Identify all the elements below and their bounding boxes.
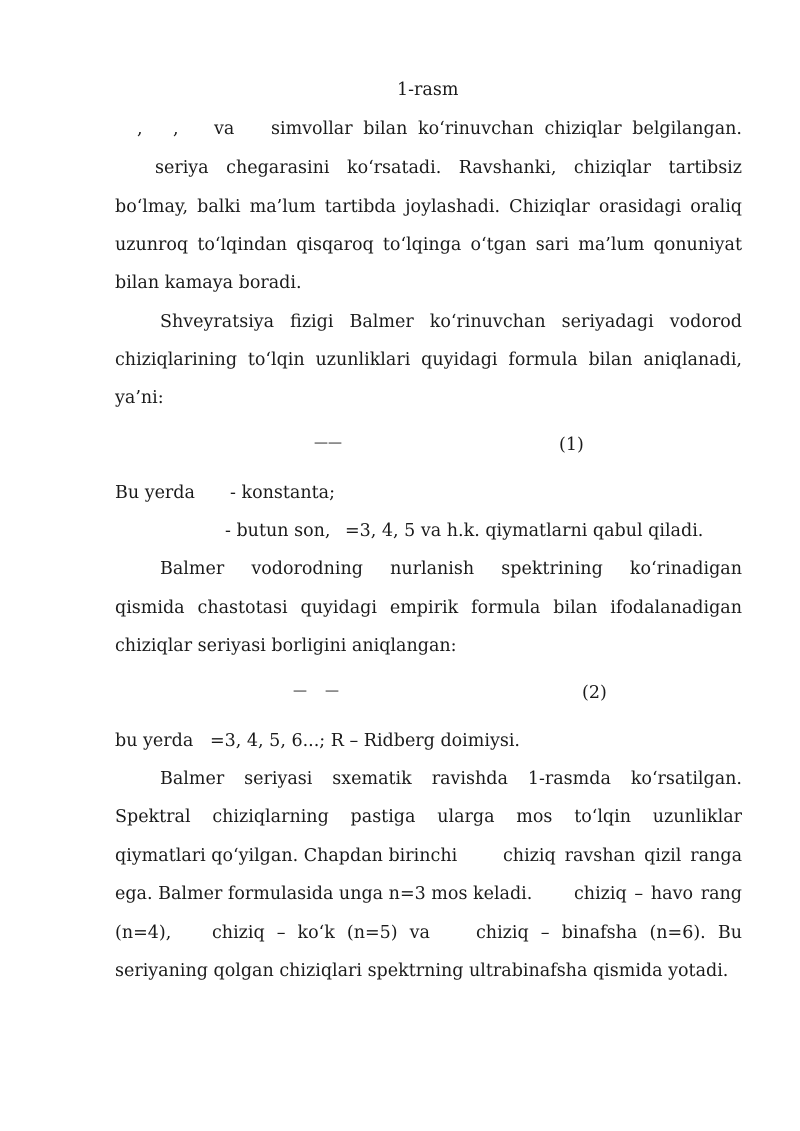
symbol-list-comma-2: , — [173, 119, 179, 139]
equation-2-bar-2: — — [325, 683, 339, 699]
equation-2-number: (2) — [582, 683, 607, 703]
paragraph-4-line-4a: ega. Balmer formulasida unga n=3 mos keladi. — [115, 884, 533, 904]
paragraph-4-line-1: Balmer seriyasi sxematik ravishda 1-rasmda ko‘rsatilgan. — [160, 769, 742, 789]
paragraph-3-line-1: Balmer vodorodning nurlanish spektrining ko‘rinadigan — [160, 559, 742, 579]
paragraph-4-line-2: Spektral chiziqlarning pastiga ularga mos to‘lqin uzunliklar — [115, 807, 742, 827]
definition-3-text: =3, 4, 5, 6...; R – Ridberg doimiysi. — [210, 731, 520, 751]
figure-caption: 1-rasm — [397, 80, 459, 100]
symbol-list-comma-1: , — [137, 119, 143, 139]
equation-1-fraction-bar: —— — [314, 435, 342, 451]
paragraph-3-line-2: qismida chastotasi quyidagi empirik formula bilan ifodalanadigan — [115, 598, 742, 618]
definition-2-values: =3, 4, 5 va h.k. qiymatlarni qabul qiladi. — [345, 521, 704, 541]
equation-2-bar-1: — — [293, 683, 307, 699]
definition-1-prefix: Bu yerda — [115, 483, 195, 503]
paragraph-1-line-5: bilan kamaya boradi. — [115, 273, 302, 293]
paragraph-1-line-4: uzunroq to‘lqindan qisqaroq to‘lqinga o‘tgan sari ma’lum qonuniyat — [115, 235, 742, 255]
equation-1-number: (1) — [559, 435, 584, 455]
symbol-list-va: va — [214, 119, 235, 139]
paragraph-4-line-5b: chiziq – ko‘k (n=5) va — [212, 923, 430, 943]
definition-1-text: - konstanta; — [230, 483, 335, 503]
paragraph-1-line-1: simvollar bilan ko‘rinuvchan chiziqlar belgilangan. — [271, 119, 742, 139]
paragraph-4-line-4b: chiziq – havo rang — [574, 884, 742, 904]
paragraph-4-line-6: seriyaning qolgan chiziqlari spektrning ultrabinafsha qismida yotadi. — [115, 961, 729, 981]
paragraph-2-line-3: ya’ni: — [115, 388, 164, 408]
paragraph-2-line-2: chiziqlarining to‘lqin uzunliklari quyidagi formula bilan aniqlanadi, — [115, 350, 742, 370]
paragraph-4-line-3b: chiziq ravshan qizil ranga — [503, 846, 742, 866]
definition-3-prefix: bu yerda — [115, 731, 194, 751]
paragraph-1-line-3: bo‘lmay, balki ma’lum tartibda joylashadi. Chiziqlar orasidagi oraliq — [115, 197, 742, 217]
definition-2-text: - butun son, — [225, 521, 331, 541]
paragraph-4-line-5c: chiziq – binafsha (n=6). Bu — [476, 923, 742, 943]
paragraph-4-line-5a: (n=4), — [115, 923, 172, 943]
paragraph-4-line-3a: qiymatlari qo‘yilgan. Chapdan birinchi — [115, 846, 458, 866]
paragraph-3-line-3: chiziqlar seriyasi borligini aniqlangan: — [115, 636, 457, 656]
paragraph-1-line-2: seriya chegarasini ko‘rsatadi. Ravshanki, chiziqlar tartibsiz — [155, 158, 742, 178]
paragraph-2-line-1: Shveyratsiya fizigi Balmer ko‘rinuvchan seriyadagi vodorod — [160, 312, 742, 332]
